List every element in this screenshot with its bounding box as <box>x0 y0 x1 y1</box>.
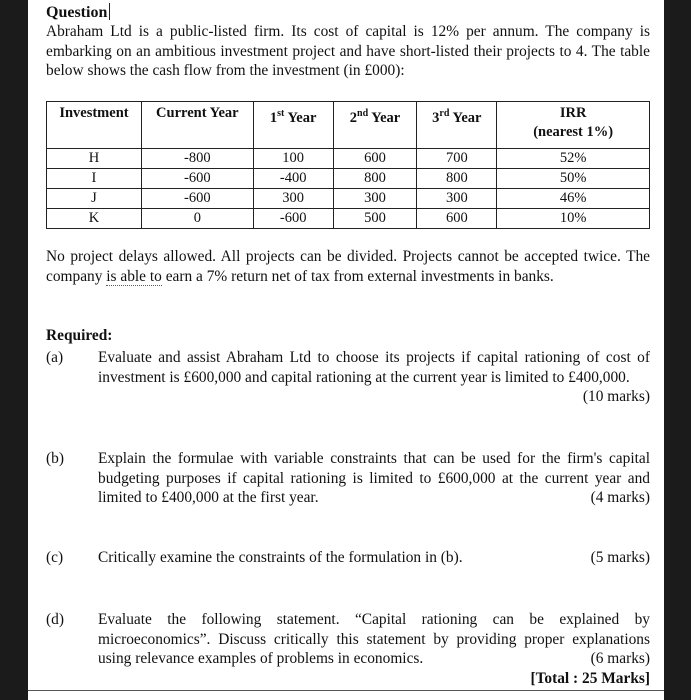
cell-year-1: -600 <box>253 209 333 229</box>
item-marks: (10 marks) <box>582 388 650 405</box>
item-marks: (4 marks) <box>590 489 650 506</box>
item-text: Critically examine the constraints of the formulation in (b). <box>98 549 463 566</box>
question-title: Question <box>46 4 108 21</box>
item-label: (c) <box>46 549 64 566</box>
cell-investment: K <box>47 209 142 229</box>
header-year-1: 1st Year <box>253 102 333 149</box>
project-notes: No project delays allowed. All projects can be divided. Projects cannot be accepted twice. The company is able to earn a 7% return net of tax from external investments in banks. <box>46 248 650 285</box>
cell-year-2: 500 <box>333 209 417 229</box>
item-marks: (6 marks) <box>590 650 650 667</box>
cell-year-2: 800 <box>333 169 417 189</box>
cell-investment: H <box>47 149 142 169</box>
cell-current: 0 <box>141 209 253 229</box>
table-row <box>47 189 650 209</box>
table-header-row <box>47 102 650 149</box>
table-row <box>47 149 650 169</box>
item-label: (a) <box>46 349 64 366</box>
required-item-d <box>46 610 650 669</box>
cell-year-3: 300 <box>417 189 497 209</box>
item-text: Explain the formulae with variable constraints that can be used for the firm's capital budgeting purposes if capital rationing is limited to £600,000 at the current year and limited to £400,000 at the first year. <box>98 450 650 506</box>
cell-year-2: 600 <box>333 149 417 169</box>
question-page <box>28 0 664 700</box>
table-row <box>47 209 650 229</box>
item-marks: (5 marks) <box>590 549 650 566</box>
cell-current: -600 <box>141 169 253 189</box>
cell-investment: J <box>47 189 142 209</box>
item-text: Evaluate and assist Abraham Ltd to choose its projects if capital rationing of cost of investment is £600,000 and capital rationing at the current year is limited to £400,000. <box>98 349 650 386</box>
required-heading: Required: <box>46 327 113 344</box>
table-row <box>47 169 650 189</box>
item-label: (d) <box>46 611 64 628</box>
item-label: (b) <box>46 450 64 467</box>
required-item-c <box>46 548 650 568</box>
cell-year-1: -400 <box>253 169 333 189</box>
left-dark-border <box>0 0 28 700</box>
cell-year-1: 100 <box>253 149 333 169</box>
cell-irr: 50% <box>497 169 650 189</box>
cell-year-3: 700 <box>417 149 497 169</box>
cell-year-1: 300 <box>253 189 333 209</box>
header-year-3: 3rd Year <box>417 102 497 149</box>
header-current-year: Current Year <box>141 102 253 149</box>
item-text: Evaluate the following statement. “Capital rationing can be explained by microeconomics”. Discuss critically this statement by providing proper explanations using relevance examples of problems in economics. <box>98 611 650 667</box>
total-marks: [Total : 25 Marks] <box>530 670 650 687</box>
cell-year-3: 800 <box>417 169 497 189</box>
right-dark-border <box>664 0 691 700</box>
cell-irr: 52% <box>497 149 650 169</box>
header-investment: Investment <box>47 102 142 149</box>
header-year-2: 2nd Year <box>333 102 417 149</box>
required-item-a <box>46 348 650 407</box>
cell-irr: 46% <box>497 189 650 209</box>
question-intro: Abraham Ltd is a public-listed firm. Its cost of capital is 12% per annum. The company is embarking on an ambitious investment project and have short-listed their projects to 4. The table below shows the cash flow from the investment (in £000): <box>46 23 650 79</box>
required-item-b <box>46 449 650 508</box>
text-cursor <box>109 3 110 20</box>
cash-flow-table <box>46 101 650 229</box>
header-irr: IRR (nearest 1%) <box>497 102 650 149</box>
cell-current: -600 <box>141 189 253 209</box>
grammar-underlined-text: is able to <box>106 267 162 285</box>
cell-irr: 10% <box>497 209 650 229</box>
cell-current: -800 <box>141 149 253 169</box>
bottom-divider <box>28 690 664 691</box>
question-heading <box>46 3 110 22</box>
cell-year-2: 300 <box>333 189 417 209</box>
cell-investment: I <box>47 169 142 189</box>
cell-year-3: 600 <box>417 209 497 229</box>
